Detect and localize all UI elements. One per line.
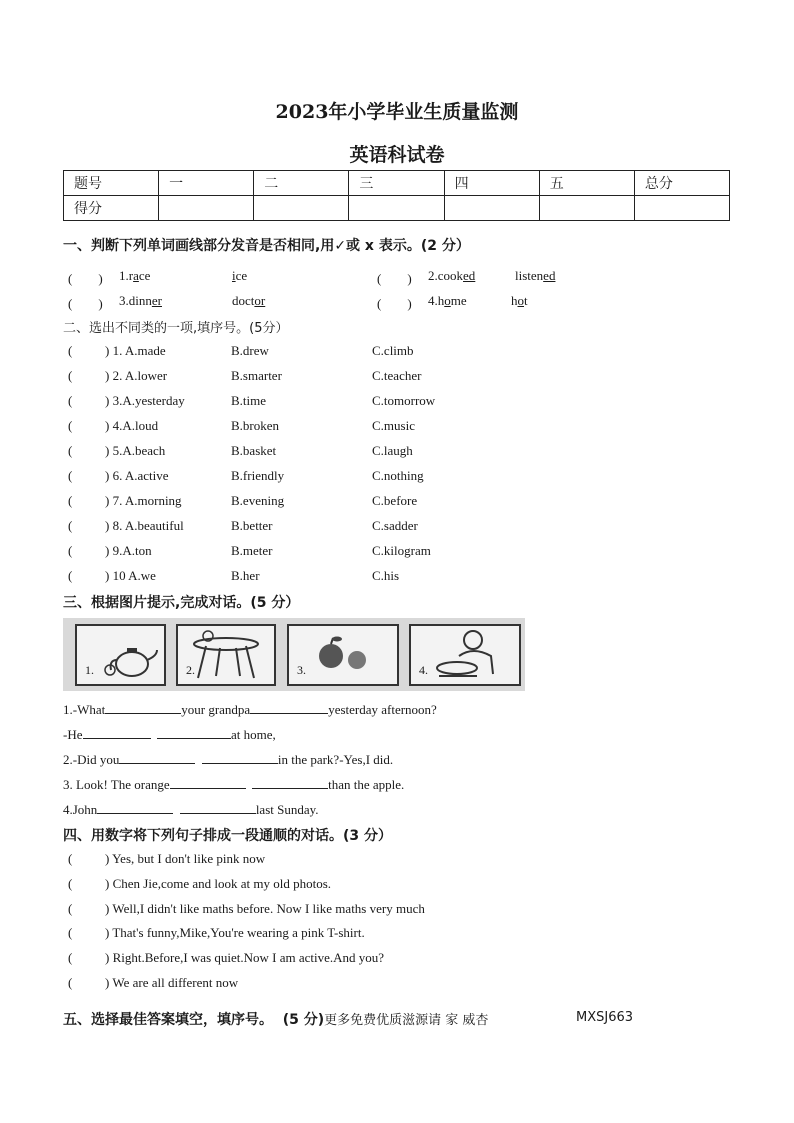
answer-blank[interactable]: [157, 726, 231, 739]
picture-fruit: [287, 624, 399, 686]
table-cell: 二: [254, 171, 349, 196]
option-b: B.time: [231, 393, 267, 408]
answer-blank[interactable]: [170, 776, 246, 789]
picture-strip: [63, 618, 525, 691]
option-b: B.meter: [231, 543, 273, 558]
answer-paren-open[interactable]: (: [68, 368, 73, 383]
section1-word: listened: [515, 268, 556, 283]
option-b: B.evening: [231, 493, 285, 508]
table-cell: 一: [159, 171, 254, 196]
option-c: C.his: [372, 568, 400, 583]
score-input-cell[interactable]: [159, 196, 254, 221]
answer-paren-open[interactable]: (: [68, 543, 73, 558]
option-a: ) 3.A.yesterday: [105, 393, 185, 408]
table-cell: 总分: [634, 171, 729, 196]
option-a: ) 7. A.morning: [105, 493, 182, 508]
section1-item-2: [377, 268, 412, 287]
score-table-header-row: [64, 171, 730, 196]
score-input-cell[interactable]: [539, 196, 634, 221]
table-cell: 得分: [64, 196, 159, 221]
option-c: C.laugh: [372, 443, 413, 458]
answer-blank[interactable]: [180, 801, 256, 814]
option-c: C.tomorrow: [372, 393, 436, 408]
answer-blank[interactable]: [202, 751, 278, 764]
dialogue-line-1: 1.-What your grandpa yesterday afternoon?: [63, 702, 437, 717]
sentence: ) Chen Jie,come and look at my old photos.: [105, 875, 332, 891]
option-b: B.her: [231, 568, 260, 583]
option-c: C.nothing: [372, 468, 424, 483]
table-cell: 四: [444, 171, 539, 196]
sentence: ) We are all different now: [105, 975, 239, 990]
answer-paren-open[interactable]: (: [68, 925, 73, 941]
section3-heading: 三、根据图片提示,完成对话。(5 分）: [63, 595, 300, 611]
option-a: ) 10 A.we: [105, 568, 156, 583]
answer-paren-open[interactable]: (: [68, 975, 73, 990]
answer-paren[interactable]: ( ): [377, 296, 412, 311]
doc-code: MXSJ663: [576, 1010, 634, 1025]
option-c: C.climb: [372, 343, 414, 358]
section1-word: doctor: [232, 293, 266, 308]
option-a: ) 4.A.loud: [105, 418, 159, 433]
picture-tea: [75, 624, 166, 686]
table-cell: 五: [539, 171, 634, 196]
option-a: ) 6. A.active: [105, 468, 169, 483]
option-b: B.better: [231, 518, 273, 533]
answer-blank[interactable]: [119, 751, 195, 764]
answer-blank[interactable]: [252, 776, 328, 789]
exam-title: 2023年小学毕业生质量监测: [275, 101, 519, 123]
answer-paren-open[interactable]: (: [68, 875, 73, 891]
section1-word: 1.race: [119, 268, 151, 283]
option-c: C.teacher: [372, 368, 422, 383]
section5-heading: 五、选择最佳答案填空，填序号。 (5 分)更多免费优质滋源请 家 威杏: [63, 1012, 489, 1028]
option-c: C.before: [372, 493, 418, 508]
option-c: C.kilogram: [372, 543, 431, 558]
answer-paren[interactable]: ( ): [377, 271, 412, 286]
option-a: ) 8. A.beautiful: [105, 518, 184, 533]
option-b: B.broken: [231, 418, 280, 433]
answer-paren-open[interactable]: (: [68, 393, 73, 408]
section4-heading: 四、用数字将下列句子排成一段通顺的对话。(3 分）: [63, 828, 393, 844]
sentence: ) Well,I didn't like maths before. Now I like maths very much: [105, 900, 425, 916]
answer-paren-open[interactable]: (: [68, 518, 73, 533]
table-cell: 三: [349, 171, 444, 196]
sentence: ) Yes, but I don't like pink now: [105, 851, 266, 866]
option-b: B.friendly: [231, 468, 285, 483]
answer-blank[interactable]: [250, 701, 328, 714]
picture-number: 2.: [186, 663, 195, 677]
exam-subtitle: 英语科试卷: [349, 144, 445, 166]
section2-heading: 二、选出不同类的一项,填序号。(5分）: [63, 321, 289, 336]
promo-note: 更多免费优质滋源请 家 威杏: [324, 1013, 489, 1028]
option-b: B.basket: [231, 443, 277, 458]
picture-picnic: [176, 624, 276, 686]
answer-paren-open[interactable]: (: [68, 900, 73, 916]
answer-paren-open[interactable]: (: [68, 468, 73, 483]
section1-word: ice: [232, 268, 248, 283]
section1-word: 3.dinner: [119, 293, 162, 308]
score-input-cell[interactable]: [349, 196, 444, 221]
option-a: ) 2. A.lower: [105, 368, 168, 383]
section1-item-3: [68, 293, 103, 312]
dialogue-line-5: 4.John last Sunday.: [63, 802, 319, 817]
option-b: B.drew: [231, 343, 269, 358]
answer-paren-open[interactable]: (: [68, 343, 73, 358]
section1-item-1: [68, 268, 103, 287]
score-input-cell[interactable]: [444, 196, 539, 221]
option-a: ) 1. A.made: [105, 343, 166, 358]
score-table-score-row: [64, 196, 730, 221]
sentence: ) Right.Before,I was quiet.Now I am active.And you?: [105, 950, 385, 966]
sentence: ) That's funny,Mike,You're wearing a pink T-shirt.: [105, 925, 365, 941]
picture-boy-washing: [409, 624, 521, 686]
answer-paren-open[interactable]: (: [68, 443, 73, 458]
answer-paren-open[interactable]: (: [68, 851, 73, 866]
score-table: [63, 170, 730, 221]
section1-heading: 一、判断下列单词画线部分发音是否相同,用✓或 x 表示。(2 分）: [63, 238, 470, 254]
option-c: C.music: [372, 418, 415, 433]
option-b: B.smarter: [231, 368, 282, 383]
table-cell: 题号: [64, 171, 159, 196]
score-input-cell[interactable]: [634, 196, 729, 221]
section1-word: hot: [511, 293, 528, 308]
dialogue-line-2: -He at home,: [63, 727, 276, 742]
answer-blank[interactable]: [83, 726, 151, 739]
score-input-cell[interactable]: [254, 196, 349, 221]
dialogue-line-4: 3. Look! The orange than the apple.: [63, 777, 405, 792]
section1-item-4: [377, 293, 412, 312]
option-a: ) 5.A.beach: [105, 443, 166, 458]
answer-blank[interactable]: [97, 801, 173, 814]
dialogue-line-3: 2.-Did you in the park?-Yes,I did.: [63, 752, 394, 767]
section1-word: 2.cooked: [428, 268, 476, 283]
section1-word: 4.home: [428, 293, 467, 308]
answer-paren-open[interactable]: (: [68, 568, 73, 583]
answer-paren[interactable]: ( ): [68, 296, 103, 311]
option-a: ) 9.A.ton: [105, 543, 152, 558]
answer-paren-open[interactable]: (: [68, 418, 73, 433]
answer-blank[interactable]: [105, 701, 181, 714]
answer-paren[interactable]: ( ): [68, 271, 103, 286]
answer-paren-open[interactable]: (: [68, 493, 73, 508]
option-c: C.sadder: [372, 518, 418, 533]
answer-paren-open[interactable]: (: [68, 950, 73, 966]
picture-number: 3.: [297, 663, 306, 677]
picture-number: 4.: [419, 663, 428, 677]
picture-number: 1.: [85, 663, 94, 677]
